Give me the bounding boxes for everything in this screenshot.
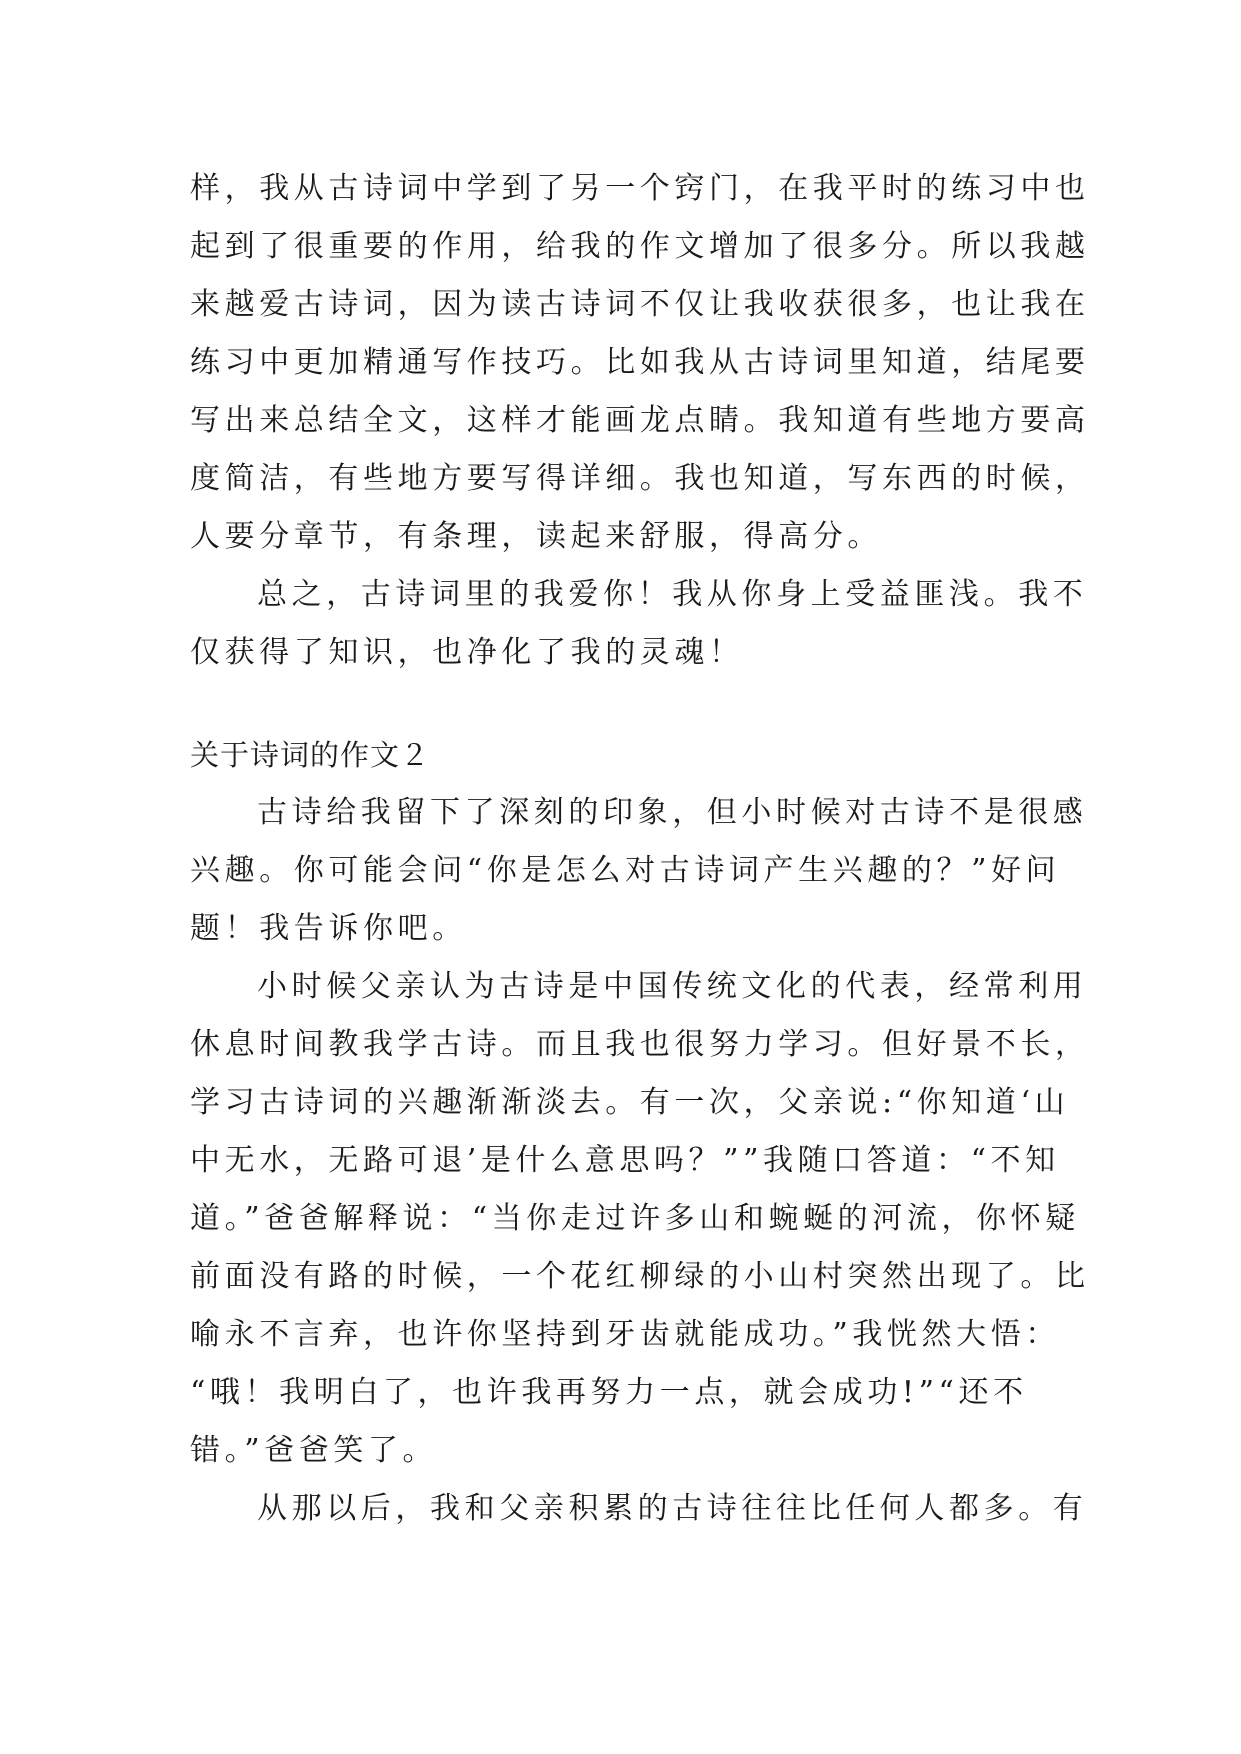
text-line: 起到了很重要的作用，给我的作文增加了很多分。所以我越 bbox=[190, 229, 1090, 264]
text-line: 兴趣。你可能会问“你是怎么对古诗词产生兴趣的？”好问 bbox=[190, 853, 1061, 888]
text-line: 错。”爸爸笑了。 bbox=[190, 1433, 438, 1468]
text-line: 练习中更加精通写作技巧。比如我从古诗词里知道，结尾要 bbox=[190, 345, 1090, 380]
text-line: 学习古诗词的兴趣渐渐淡去。有一次，父亲说:“你知道‘山 bbox=[190, 1085, 1070, 1120]
text-line: 来越爱古诗词，因为读古诗词不仅让我收获很多，也让我在 bbox=[190, 287, 1090, 322]
paragraph bbox=[190, 566, 1088, 682]
text-line: 总之，古诗词里的我爱你！我从你身上受益匪浅。我不 bbox=[257, 577, 1088, 612]
text-line: 前面没有路的时候，一个花红柳绿的小山村突然出现了。比 bbox=[190, 1259, 1090, 1294]
text-line: 休息时间教我学古诗。而且我也很努力学习。但好景不长， bbox=[190, 1027, 1090, 1062]
text-line: 写出来总结全文，这样才能画龙点睛。我知道有些地方要高 bbox=[190, 403, 1090, 438]
section-heading: 关于诗词的作文２ bbox=[190, 738, 431, 772]
text-line: 从那以后，我和父亲积累的古诗往往比任何人都多。有 bbox=[257, 1491, 1088, 1526]
document-page bbox=[190, 160, 1090, 1538]
paragraph bbox=[190, 1480, 1088, 1538]
text-line: 古诗给我留下了深刻的印象，但小时候对古诗不是很感 bbox=[257, 795, 1088, 830]
text-line: 中无水，无路可退’是什么意思吗？””我随口答道：“不知 bbox=[190, 1143, 1060, 1178]
paragraph bbox=[190, 784, 1088, 958]
text-line: “哦！我明白了，也许我再努力一点，就会成功!”“还不 bbox=[190, 1375, 1028, 1410]
text-line: 度简洁，有些地方要写得详细。我也知道，写东西的时候， bbox=[190, 461, 1090, 496]
text-line: 题！我告诉你吧。 bbox=[190, 911, 467, 946]
text-line: 道。”爸爸解释说：“当你走过许多山和蜿蜒的河流，你怀疑 bbox=[190, 1201, 1080, 1236]
text-line: 仅获得了知识，也净化了我的灵魂！ bbox=[190, 635, 744, 670]
text-line: 小时候父亲认为古诗是中国传统文化的代表，经常利用 bbox=[257, 969, 1088, 1004]
text-line: 样，我从古诗词中学到了另一个窍门，在我平时的练习中也 bbox=[190, 171, 1090, 206]
text-line: 喻永不言弃，也许你坚持到牙齿就能成功。”我恍然大悟： bbox=[190, 1317, 1060, 1352]
text-line: 人要分章节，有条理，读起来舒服，得高分。 bbox=[190, 519, 882, 554]
section-spacer bbox=[190, 682, 1060, 726]
paragraph bbox=[190, 160, 1090, 566]
paragraph bbox=[190, 958, 1090, 1480]
